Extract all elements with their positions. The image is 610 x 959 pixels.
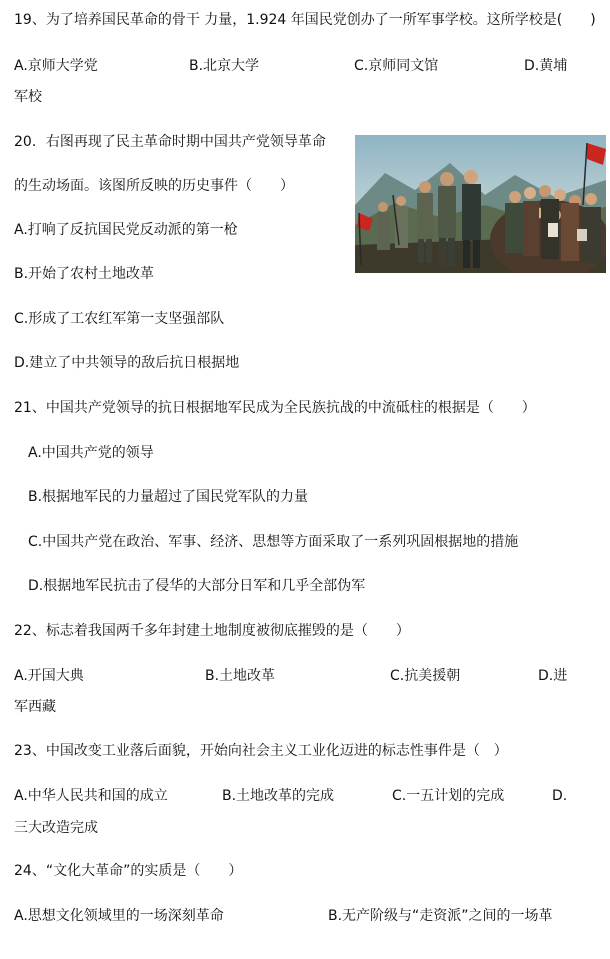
question-22-option-d: D.进 bbox=[538, 668, 568, 684]
question-21-option-c: C.中国共产党在政治、军事、经济、思想等方面采取了一系列巩固根据地的措施 bbox=[28, 534, 519, 550]
question-20-option-c: C.形成了工农红军第一支坚强部队 bbox=[14, 311, 225, 327]
question-20-option-b: B.开始了农村土地改革 bbox=[14, 266, 155, 282]
question-19-option-d-wrap: 军校 bbox=[14, 89, 42, 105]
question-22-stem: 22、标志着我国两千多年封建土地制度被彻底摧毁的是（ ） bbox=[14, 623, 410, 639]
question-23-option-a: A.中华人民共和国的成立 bbox=[14, 788, 168, 804]
question-19-stem: 19、为了培养国民革命的骨干 力量，1.924 年国民党创办了一所军事学校。这所学校是( ) bbox=[14, 12, 596, 28]
question-24-option-a: A.思想文化领域里的一场深刻革命 bbox=[14, 908, 224, 924]
question-23-option-d-wrap: 三大改造完成 bbox=[14, 820, 98, 836]
question-23-option-b: B.土地改革的完成 bbox=[222, 788, 335, 804]
question-21-stem: 21、中国共产党领导的抗日根据地军民成为全民族抗战的中流砥柱的根据是（ ） bbox=[14, 400, 536, 416]
question-19-option-b: B.北京大学 bbox=[189, 58, 260, 74]
question-23-option-c: C.一五计划的完成 bbox=[392, 788, 505, 804]
question-22-option-a: A.开国大典 bbox=[14, 668, 84, 684]
question-23-option-d: D. bbox=[552, 788, 568, 804]
question-24-option-b: B.无产阶级与“走资派”之间的一场革 bbox=[328, 908, 553, 924]
question-23-stem: 23、中国改变工业落后面貌，开始向社会主义工业化迈进的标志性事件是（ ） bbox=[14, 743, 508, 759]
question-20-option-d: D.建立了中共领导的敌后抗日根据地 bbox=[14, 355, 240, 371]
question-20-option-a: A.打响了反抗国民党反动派的第一枪 bbox=[14, 222, 238, 238]
question-19-option-a: A.京师大学党 bbox=[14, 58, 98, 74]
question-20-stem-line1: 20．右图再现了民主革命时期中国共产党领导革命 bbox=[14, 134, 326, 150]
question-22-option-d-wrap: 军西藏 bbox=[14, 699, 56, 715]
question-19-option-c: C.京师同文馆 bbox=[354, 58, 439, 74]
question-19-option-d: D.黄埔 bbox=[524, 58, 568, 74]
question-24-stem: 24、“文化大革命”的实质是（ ） bbox=[14, 863, 243, 879]
question-21-option-d: D.根据地军民抗击了侵华的大部分日军和几乎全部伪军 bbox=[28, 578, 366, 594]
question-21-option-a: A.中国共产党的领导 bbox=[28, 445, 154, 461]
question-22-option-c: C.抗美援朝 bbox=[390, 668, 461, 684]
question-21-option-b: B.根据地军民的力量超过了国民党军队的力量 bbox=[28, 489, 309, 505]
question-20-stem-line2: 的生动场面。该图所反映的历史事件（ ） bbox=[14, 178, 294, 194]
question-22-option-b: B.土地改革 bbox=[205, 668, 276, 684]
revolution-painting bbox=[355, 135, 606, 273]
